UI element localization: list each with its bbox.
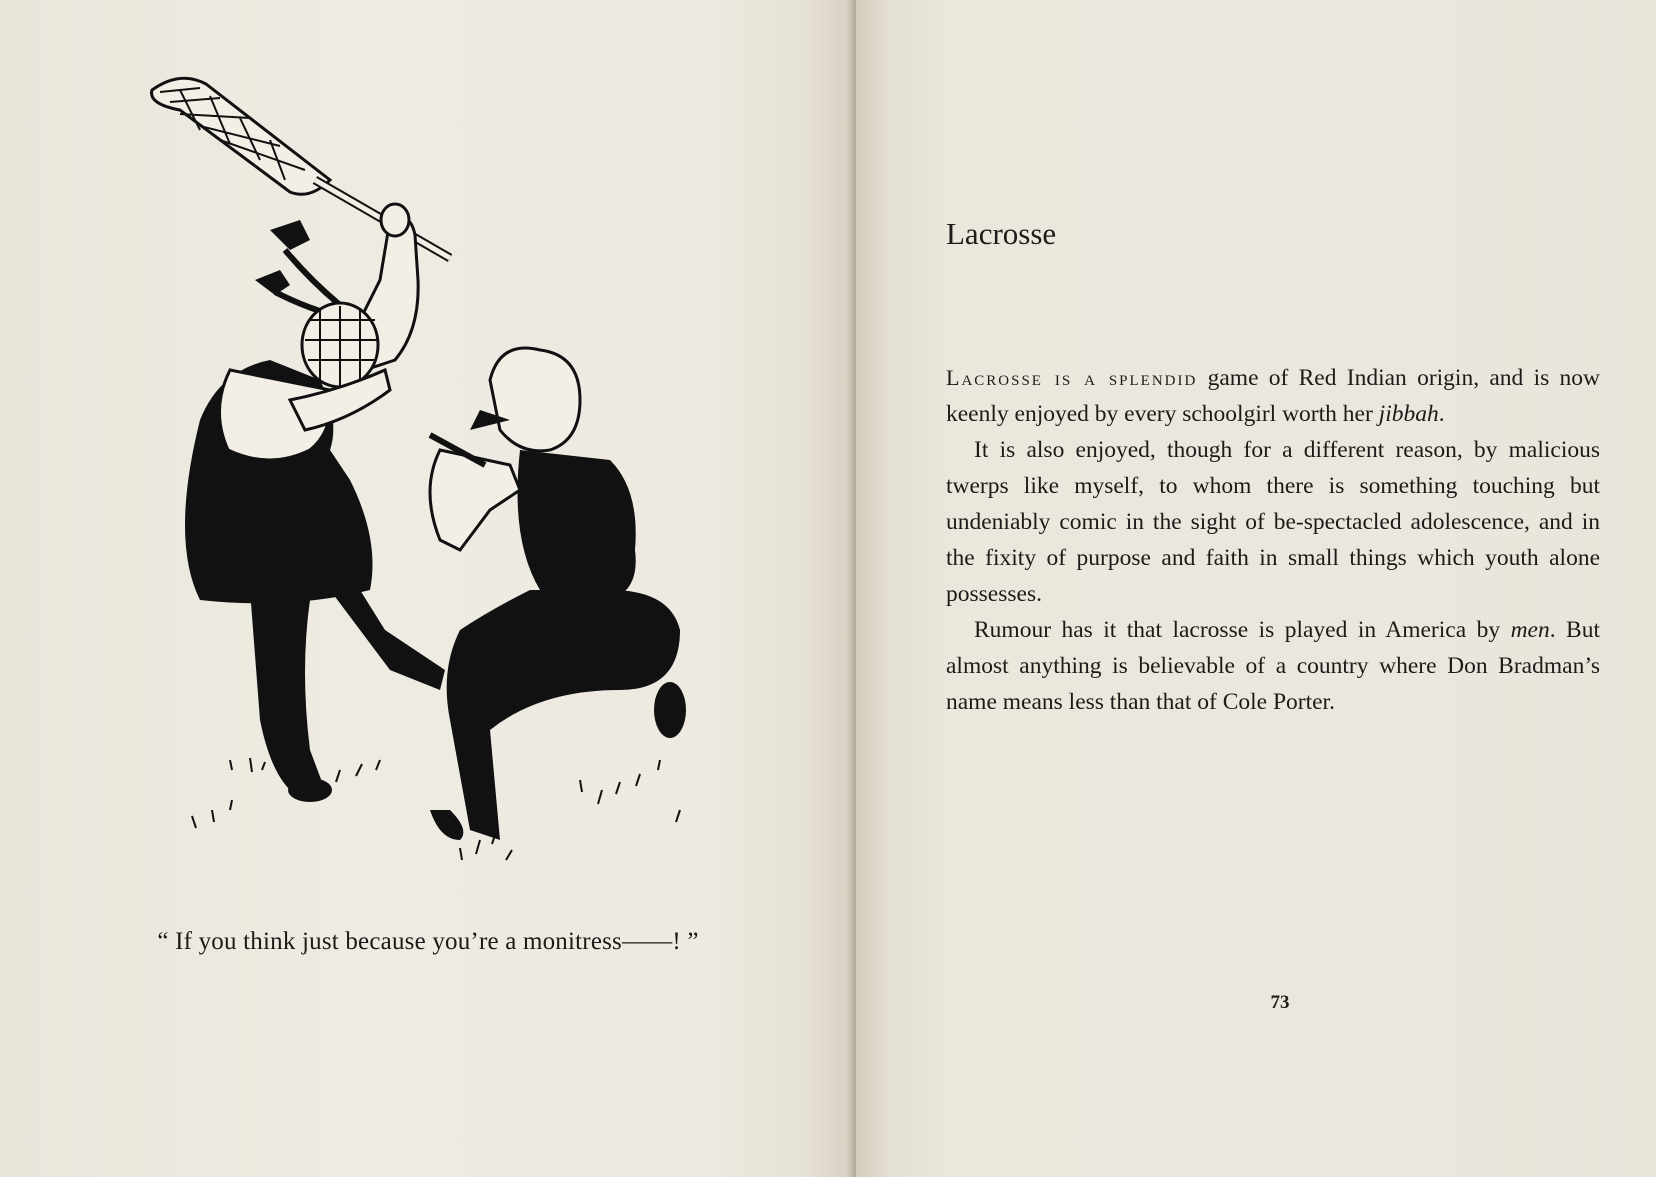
illustration-caption: “ If you think just because you’re a monitress——! ”	[157, 928, 699, 955]
body-text	[946, 360, 1600, 720]
chapter-title: Lacrosse	[946, 216, 1057, 251]
italic-word-jibbah: jibbah	[1378, 401, 1439, 427]
lead-in-smallcaps: Lacrosse is a splendid	[946, 365, 1198, 390]
grass-marks	[192, 758, 680, 860]
paragraph-3-text: Rumour has it that lacrosse is played in America by	[974, 617, 1511, 643]
right-girl	[430, 348, 686, 840]
lacrosse-illustration	[140, 70, 740, 910]
italic-word-men: men	[1510, 617, 1550, 643]
page-number: 73	[1270, 992, 1290, 1013]
paragraph-3	[946, 612, 1600, 720]
paragraph-1	[946, 360, 1600, 432]
left-girl	[185, 204, 445, 802]
paragraph-3-end: . But almost anything is believable of a country where Don Bradman’s name means less than that of Cole Porter.	[946, 617, 1600, 715]
paragraph-1-text: game of Red Indian origin, and is now keenly enjoyed by every schoolgirl worth her	[946, 365, 1600, 427]
paragraph-2: It is also enjoyed, though for a different reason, by malicious twerps like myself, to whom there is something touching but undeniably comic in the sight of be-spectacled adolescence, and in the fixity of purpose and faith in small things which youth alone possesses.	[946, 437, 1600, 607]
paragraph-1-end: .	[1438, 401, 1445, 427]
